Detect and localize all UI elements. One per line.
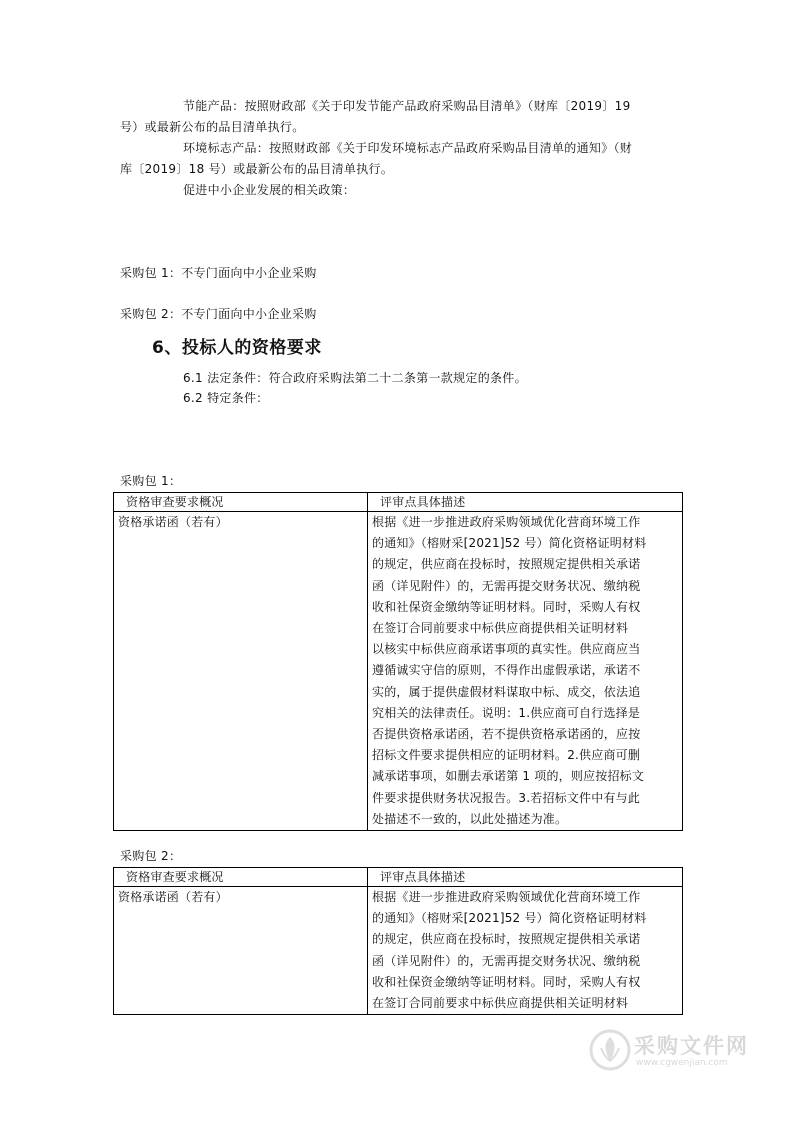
- description-line: 收和社保资金缴纳等证明材料。同时，采购人有权: [372, 974, 641, 989]
- description-line: 函（详见附件）的，无需再提交财务状况、缴纳税: [372, 578, 641, 593]
- description-line: 根据《进一步推进政府采购领域优化营商环境工作: [372, 890, 641, 904]
- table-header-row: [114, 868, 683, 887]
- energy-paragraph-line1: 节能产品：按照财政部《关于印发节能产品政府采购品目清单》（财库〔2019〕19: [183, 99, 631, 113]
- description-line: 以核实中标供应商承诺事项的真实性。供应商应当: [372, 642, 641, 657]
- header-description: 评审点具体描述: [368, 868, 683, 887]
- description-line: 遵循诚实守信的原则，不得作出虚假承诺，承诺不: [372, 663, 641, 678]
- item-6-2: 6.2 特定条件：: [183, 391, 269, 405]
- description-line: 减承诺事项，如删去承诺第 1 项的，则应按招标文: [372, 769, 645, 784]
- table-header-row: [114, 493, 683, 512]
- description-line: 在签订合同前要求中标供应商提供相关证明材料: [372, 996, 629, 1011]
- description-line: 根据《进一步推进政府采购领域优化营商环境工作: [372, 515, 641, 529]
- watermark-name: 采购文件网: [634, 1034, 749, 1058]
- package2-table-label: 采购包 2：: [120, 849, 182, 863]
- header-overview: 资格审查要求概况: [114, 493, 368, 512]
- env-paragraph-line1: 环境标志产品：按照财政部《关于印发环境标志产品政府采购品目清单的通知》（财: [183, 141, 633, 155]
- table-row: [114, 887, 683, 1015]
- description-line: 究相关的法律责任。说明：1.供应商可自行选择是: [372, 705, 641, 720]
- description-line: 的通知》（榕财采[2021]52 号）简化资格证明材料: [372, 536, 647, 551]
- package2-policy: 采购包 2：不专门面向中小企业采购: [120, 307, 317, 321]
- rice-grain-logo-icon: [588, 1028, 632, 1072]
- env-paragraph-line2: 库〔2019〕18 号）或最新公布的品目清单执行。: [120, 162, 394, 176]
- header-description: 评审点具体描述: [368, 493, 683, 512]
- package1-qualification-table: [113, 492, 683, 831]
- requirement-name: 资格承诺函（若有）: [114, 512, 368, 831]
- package1-table-label: 采购包 1：: [120, 474, 182, 488]
- description-line: 的规定，供应商在投标时，按照规定提供相关承诺: [372, 557, 641, 572]
- description-line: 收和社保资金缴纳等证明材料。同时，采购人有权: [372, 599, 641, 614]
- item-6-1: 6.1 法定条件：符合政府采购法第二十二条第一款规定的条件。: [183, 371, 527, 385]
- description-line: 否提供资格承诺函，若不提供资格承诺函的，应按: [372, 727, 641, 742]
- description-line: 函（详见附件）的，无需再提交财务状况、缴纳税: [372, 953, 641, 968]
- requirement-description: [368, 512, 683, 831]
- requirement-name: 资格承诺函（若有）: [114, 887, 368, 1015]
- sme-policy-heading: 促进中小企业发展的相关政策：: [183, 183, 356, 197]
- description-line: 的规定，供应商在投标时，按照规定提供相关承诺: [372, 932, 641, 947]
- section6-title: 6、投标人的资格要求: [152, 338, 322, 358]
- energy-paragraph-line2: 号）或最新公布的品目清单执行。: [120, 120, 305, 134]
- description-line: 的通知》（榕财采[2021]52 号）简化资格证明材料: [372, 911, 647, 926]
- header-overview: 资格审查要求概况: [114, 868, 368, 887]
- description-line: 实的，属于提供虚假材料谋取中标、成交，依法追: [372, 684, 641, 699]
- package1-policy: 采购包 1：不专门面向中小企业采购: [120, 266, 317, 280]
- description-line: 处描述不一致的，以此处描述为准。: [372, 811, 568, 826]
- table-row: [114, 512, 683, 831]
- watermark-url: www.cgwenjian.com: [636, 1058, 728, 1068]
- description-line: 件要求提供财务状况报告。3.若招标文件中有与此: [372, 790, 641, 805]
- description-line: 招标文件要求提供相应的证明材料。2.供应商可删: [372, 748, 641, 763]
- package2-qualification-table: [113, 867, 683, 1015]
- requirement-description: [368, 887, 683, 1015]
- description-line: 在签订合同前要求中标供应商提供相关证明材料: [372, 621, 629, 636]
- site-watermark: [588, 1028, 748, 1074]
